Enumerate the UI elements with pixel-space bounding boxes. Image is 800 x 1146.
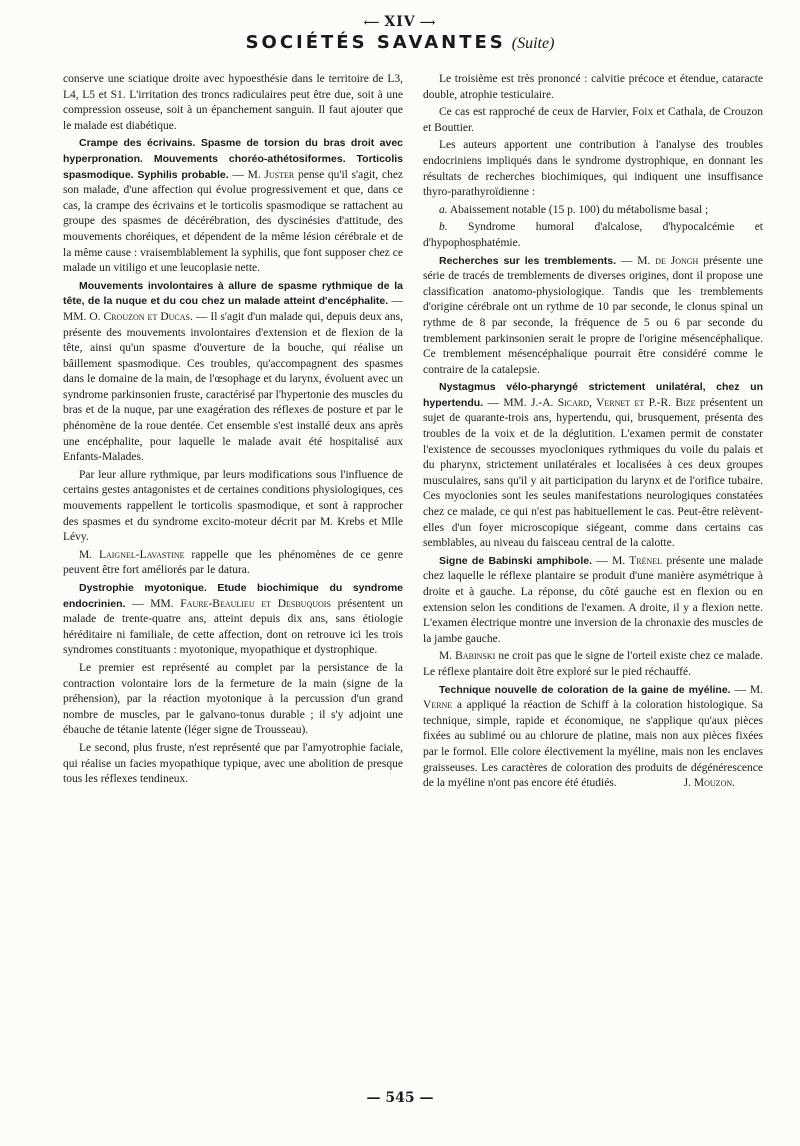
paragraph: Le second, plus fruste, n'est représenté que par l'amyotrophie faciale, qui réalise un facies myopathique typique, avec une abolition de presque tous les réflexes tendineux. [63, 741, 403, 786]
report-title: Recherches sur les tremblements. [439, 254, 616, 267]
report-title: Mouvements involontaires à allure de spasme rythmique de la tête, de la nuque et du cou chez un malade atteint d'encéphalite. [63, 279, 403, 308]
paragraph: Ce cas est rapproché de ceux de Harvier, Foix et Cathala, de Crouzon et Bouttier. [423, 106, 763, 134]
report-author: M. Trénel [612, 554, 663, 567]
paragraph: Les auteurs apportent une contribution à l'analyse des troubles endocriniens impliqués dans le syndrome dystrophique, en donnant les résultats de recherches biochimiques, qui indiquent une insuffisance thyro-parathyroïdienne : [423, 139, 763, 199]
report-entry: Dystrophie myotonique. Etude biochimique du syndrome endocrinien. — MM. Faure-Beaulieu et Desbuquois présentent un malade de trente-quatre ans, atteint depuis dix ans, sans étiologie héréditaire ni familiale, de cette affection, dont on retrouve ici les trois syndromes constituants : myotonique, myopathique et dystrophique. [63, 582, 404, 657]
report-title: Technique nouvelle de coloration de la gaine de myéline. [439, 683, 731, 696]
report-author: M. Juster [247, 168, 295, 181]
report-entry: Crampe des écrivains. Spasme de torsion du bras droit avec hyperpronation. Mouvements choréo-athétosiformes. Torticolis spasmodique. Syphilis probable. — M. Juster pense qu'il s'agit, chez son malade, d'une affection qui évolue progressivement et que, dans ce cas, la crampe des écrivains et le torticolis spasmodique se rattachent au groupe des spasmes de décérébration, des dyscinésies d'attitude, des mouvements choréiques, et dépendent de la même lésion cérébrale et de la même cause : vraisemblablement la syphilis, que font supposer chez ce malade un vitiligo et une leucoplasie nette. [63, 137, 404, 275]
page-header [0, 14, 800, 53]
paragraph: Le premier est représenté au complet par la persistance de la contraction volontaire lors de la fermeture de la main (signe de la préhension), par la réaction myotonique à la percussion d'un grand nombre de muscles, par le galvano-tonus durable ; il s'y adjoint une ébauche de tétanie latente (léger signe de Trousseau). [63, 661, 403, 737]
paragraph: Par leur allure rythmique, par leurs modifications sous l'influence de certains gestes antagonistes et de certaines conditions physiologiques, ces mouvements rappellent le torticolis spasmodique, et sont à rapprocher des spasmes et du syndrome excito-moteur décrit par M. Krebs et Mlle Lévy. [63, 468, 403, 544]
report-author: M. Laignel-Lavastine [79, 548, 185, 561]
report-author: M. Babinski [439, 650, 496, 663]
section-number: ⟵ XIV ⟶ [363, 14, 437, 30]
paragraph: M. Babinski ne croit pas que le signe de l'orteil existe chez ce malade. Le réflexe plantaire doit être exploré sur le pied réchauffé. [423, 650, 764, 678]
paragraph: Le troisième est très prononcé : calvitie précoce et étendue, cataracte double, atrophie testiculaire. [423, 73, 763, 101]
report-title: Dystrophie myotonique. Etude biochimique du syndrome endocrinien. [63, 582, 403, 610]
report-entry: Recherches sur les tremblements. — M. de Jongh présente une série de tracés de tremblements de diverses origines, dont il propose une classification anatomo-physiologique. Tandis que les tremblements d'origine cérébrale ont un rythme de 10 par seconde, le clonus spinal un rythme de 8 par seconde, la fréquence de 5 ou 6 par seconde du tremblement parkinsonien serait le propre de l'origine mésencéphalique. Ce tremblement mésencéphalique pourrait être considéré comme le contraire de la catalepsie. [423, 254, 763, 376]
report-text: présente une malade chez laquelle le réflexe plantaire se produit d'une manière asymétrique à droite et à gauche. La réponse, du côté gauche est en flexion ou en extension selon les conditions de l'examen. A droite, il y a flexion nette. L'examen électrique montre une inversion de la chronaxie des muscles de la jambe gauche. [423, 554, 764, 645]
report-text: présente une série de tracés de tremblements de diverses origines, dont il propose une classification anatomo-physiologique. Tandis que les tremblements d'origine cérébrale ont un rythme de 10 par seconde, le clonus spinal un rythme de 8 par seconde, la fréquence de 5 ou 6 par seconde du tremblement parkinsonien serait le propre de l'origine mésencéphalique. Ce tremblement mésencéphalique pourrait être considéré comme le contraire de la catalepsie. [423, 254, 763, 376]
report-author: MM. J.-A. Sicard, Vernet et P.-R. Bize [503, 396, 696, 409]
report-entry: Technique nouvelle de coloration de la gaine de myéline. — M. Verne a appliqué la réaction de Schiff à la coloration histologique. Sa technique, simple, rapide et économique, ne s'applique qu'aux pièces fixées au sublimé ou au chlorure de platine, mais non aux pièces fixées par le formol. Elle colore électivement la myéline, mais non les enclaves graisseuses. Les caractères de coloration des produits de dégénérescence de la myéline n'ont pas encore été étudiés. J. Mouzon. [423, 683, 763, 792]
report-text: pense qu'il s'agit, chez son malade, d'une affection qui évolue progressivement et que, dans ce cas, la crampe des écrivains et le torticolis spasmodique se rattachent au groupe des spasmes de décérébration, des dyscinésies d'attitude, des mouvements choréiques, et dépendent de la même lésion cérébrale et de la même cause : vraisemblablement la syphilis, que font supposer chez ce malade un vitiligo et une leucoplasie nette. [63, 168, 404, 275]
ornament-left-icon: ⟵ [363, 16, 381, 29]
report-text: a appliqué la réaction de Schiff à la coloration histologique. Sa technique, simple, rapide et économique, ne s'applique qu'aux pièces fixées au sublimé ou au chlorure de platine, mais non aux pièces fixées par le formol. Elle colore électivement la myéline, mais non les enclaves graisseuses. Les caractères de coloration des produits de dégénérescence de la myéline n'ont pas encore été étudiés. [423, 699, 763, 790]
page-number: — 545 — [366, 1090, 434, 1106]
report-entry: Nystagmus vélo-pharyngé strictement unilatéral, chez un hypertendu. — MM. J.-A. Sicard, Vernet et P.-R. Bize présentent un sujet de quarante-trois ans, hypertendu, qui, brusquement, présenta des troubles de la voix et de la déglutition. L'examen permit de constater l'existence de secousses myocloniques rythmiques du voile du palais et du pharynx, strictement unilatérales et localisées à ces deux groupes musculaires, sans qu'il y ait participation du larynx et de l'orifice tubaire. Ces myoclonies sont les seules manifestations neurologiques constatées chez ce malade, ce qui n'est pas habituellement le cas. Peut-être relèvent-elles d'un foyer microscopique siégeant, comme dans certains cas semblables, au niveau du faisceau central de la calotte. [423, 381, 763, 550]
report-title: Signe de Babinski amphibole. [439, 554, 592, 567]
signature: J. Mouzon. [683, 777, 735, 790]
report-title: Nystagmus vélo-pharyngé strictement unilatéral, chez un hypertendu. [423, 381, 763, 409]
right-column [423, 72, 763, 794]
page-title: SOCIÉTÉS SAVANTES (Suite) [245, 32, 555, 53]
report-entry: Mouvements involontaires à allure de spasme rythmique de la tête, de la nuque et du cou chez un malade atteint d'encéphalite. — MM. O. Crouzon et Ducas. — Il s'agit d'un malade qui, depuis deux ans, présente des mouvements involontaires d'extension et de flexion de la tête, ainsi qu'un spasme d'ouverture de la bouche, qui réalise un bâillement spasmodique. Ces troubles, qu'accompagnent des spasmes dans le domaine de la main, de l'œsophage et du larynx, évoluent avec un syndrome parkinsonien fruste, caractérisé par l'hypertonie des muscles du bras et de la nuque, par une exagération des réflexes de posture et par le phénomène de la roue dentée. Cet ensemble s'est installé deux ans après une encéphalite, pour laquelle le malade avait été hospitalisé aux Enfants-Malades. [63, 279, 403, 464]
report-author: M. de Jongh [637, 254, 699, 267]
report-author: MM. O. Crouzon et Ducas. [63, 310, 193, 323]
left-column [63, 72, 403, 790]
report-title: Crampe des écrivains. Spasme de torsion du bras droit avec hyperpronation. Mouvements choréo-athétosiformes. Torticolis spasmodique. Syphilis probable. [63, 137, 403, 181]
paragraph: M. Laignel-Lavastine rappelle que les phénomènes de ce genre peuvent être fort améliorés par le datura. [63, 548, 404, 577]
report-text: présentent un sujet de quarante-trois ans, hypertendu, qui, brusquement, présenta des troubles de la voix et de la déglutition. L'examen permit de constater l'existence de secousses myocloniques rythmiques du voile du palais et du pharynx, strictement unilatérales et localisées à ces deux groupes musculaires, sans qu'il y ait participation du larynx et de l'orifice tubaire. Ces myoclonies sont les seules manifestations neurologiques constatées chez ce malade, ce qui n'est pas habituellement le cas. Peut-être relèvent-elles d'un foyer microscopique siégeant, comme dans certains cas semblables, au niveau du faisceau central de la calotte. [423, 396, 763, 550]
paragraph: conserve une sciatique droite avec hypoesthésie dans le territoire de L3, L4, L5 et S1. L'irritation des troncs radiculaires peut être due, soit à une compression osseuse, soit à un épanchement sanguin. Il faut ajouter que le malade est diabétique. [63, 73, 403, 132]
report-entry: Signe de Babinski amphibole. — M. Trénel présente une malade chez laquelle le réflexe plantaire se produit d'une manière asymétrique à droite et à gauche. La réponse, du côté gauche est en flexion ou en extension selon les conditions de l'examen. A droite, il y a flexion nette. L'examen électrique montre une inversion de la chronaxie des muscles de la jambe gauche. [423, 554, 764, 645]
title-suite: (Suite) [511, 35, 555, 52]
report-text: Il s'agit d'un malade qui, depuis deux ans, présente des mouvements involontaires d'extension et de flexion de la tête, ainsi qu'un spasme d'ouverture de la bouche, qui réalise un bâillement spasmodique. Ces troubles, qu'accompagnent des spasmes dans le domaine de la main, de l'œsophage et du larynx, évoluent avec un syndrome parkinsonien fruste, caractérisé par l'hypertonie des muscles du bras et de la nuque, par une exagération des réflexes de posture et par le phénomène de la roue dentée. Cet ensemble s'est installé deux ans après une encéphalite, pour laquelle le malade avait été hospitalisé aux Enfants-Malades. [63, 310, 403, 464]
report-author: MM. Faure-Beaulieu et Desbuquois [150, 597, 331, 610]
report-author: M. Verne [423, 683, 764, 712]
list-item: a. Abaissement notable (15 p. 100) du métabolisme basal ; [439, 203, 709, 216]
report-text: présentent un malade de trente-quatre ans, atteint depuis dix ans, sans étiologie héréditaire ni familiale, de cette affection, dont on retrouve ici les trois syndromes constituants : myotonique, myopathique et dystrophique. [63, 597, 404, 657]
list-item: b. Syndrome humoral d'alcalose, d'hypocalcémie et d'hypophosphatémie. [423, 221, 764, 249]
ornament-right-icon: ⟶ [419, 16, 437, 29]
